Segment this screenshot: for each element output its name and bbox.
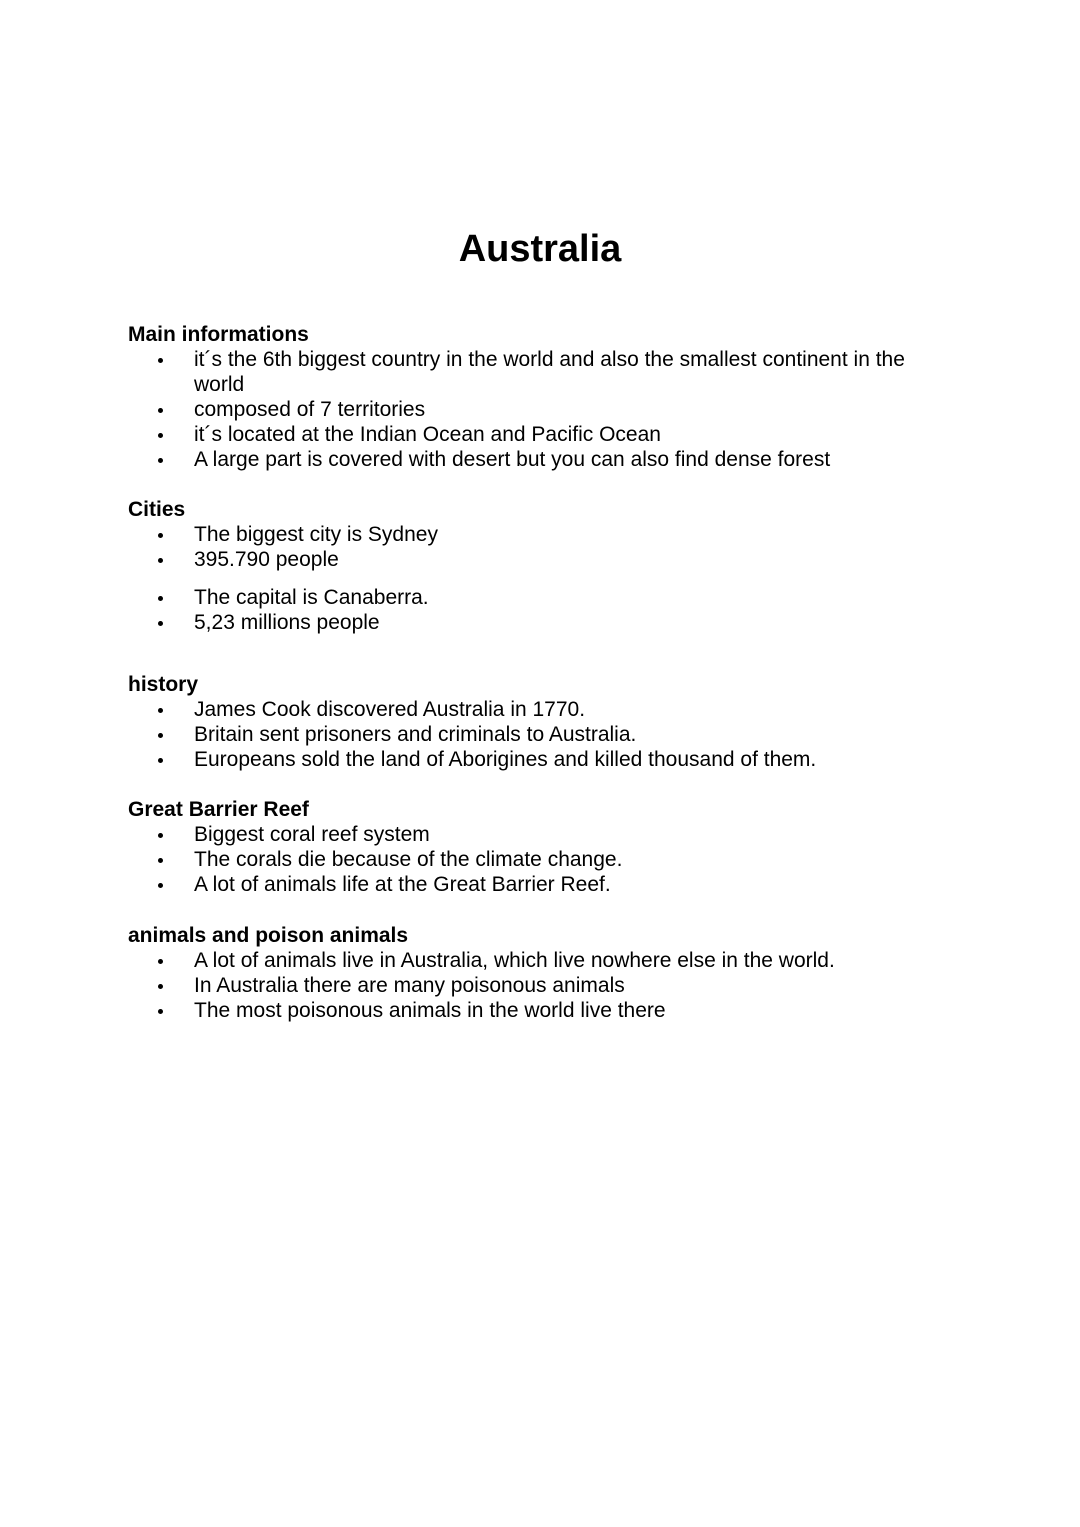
bullet-icon xyxy=(158,621,163,626)
list-item-text: composed of 7 territories xyxy=(194,398,426,421)
bullet-icon xyxy=(158,858,163,863)
section-heading-great-barrier-reef: Great Barrier Reef xyxy=(128,798,309,821)
section-animals xyxy=(128,923,988,1023)
list-item-text: A lot of animals life at the Great Barrier Reef. xyxy=(194,873,611,896)
bullet-icon xyxy=(158,1009,163,1014)
list-item xyxy=(128,422,944,447)
bullet-icon xyxy=(158,558,163,563)
list-item-text: The most poisonous animals in the world live there xyxy=(194,999,666,1022)
section-cities xyxy=(128,497,988,635)
list-item-text: The capital is Canaberra. xyxy=(194,586,429,609)
list-item-text: 395.790 people xyxy=(194,548,339,571)
bullet-list-cities-sydney xyxy=(128,522,988,572)
bullet-icon xyxy=(158,984,163,989)
list-item xyxy=(128,747,944,772)
list-item-text: 5,23 millions people xyxy=(194,611,380,634)
list-item xyxy=(128,722,944,747)
bullet-icon xyxy=(158,959,163,964)
section-heading-main-informations: Main informations xyxy=(128,323,309,346)
list-item xyxy=(128,697,944,722)
list-item-text: In Australia there are many poisonous animals xyxy=(194,974,625,997)
list-item xyxy=(128,347,944,397)
list-item-text: it´s located at the Indian Ocean and Pacific Ocean xyxy=(194,423,661,446)
list-item xyxy=(128,547,944,572)
list-item-text: Europeans sold the land of Aborigines and killed thousand of them. xyxy=(194,748,817,771)
list-item xyxy=(128,822,944,847)
bullet-list-history xyxy=(128,697,988,772)
bullet-list-main-informations xyxy=(128,347,988,472)
list-item xyxy=(128,447,944,472)
list-item xyxy=(128,973,944,998)
section-great-barrier-reef xyxy=(128,797,988,897)
section-heading-cities: Cities xyxy=(128,498,186,521)
spacer xyxy=(128,572,988,585)
bullet-list-great-barrier-reef xyxy=(128,822,988,897)
list-item xyxy=(128,585,944,610)
list-item xyxy=(128,610,944,635)
bullet-icon xyxy=(158,883,163,888)
bullet-icon xyxy=(158,408,163,413)
list-item-text: A large part is covered with desert but you can also find dense forest xyxy=(194,448,831,471)
bullet-icon xyxy=(158,358,163,363)
list-item-text: James Cook discovered Australia in 1770. xyxy=(194,698,586,721)
bullet-list-animals xyxy=(128,948,988,1023)
section-heading-history: history xyxy=(128,673,199,696)
bullet-icon xyxy=(158,833,163,838)
list-item xyxy=(128,397,944,422)
list-item-text: it´s the 6th biggest country in the world and also the smallest continent in the world xyxy=(194,348,905,396)
list-item xyxy=(128,872,944,897)
bullet-icon xyxy=(158,596,163,601)
page-title: Australia xyxy=(458,228,622,270)
list-item xyxy=(128,522,944,547)
bullet-icon xyxy=(158,758,163,763)
list-item-text: The corals die because of the climate change. xyxy=(194,848,623,871)
section-heading-animals: animals and poison animals xyxy=(128,924,409,947)
bullet-list-cities-capital xyxy=(128,585,988,635)
list-item-text: The biggest city is Sydney xyxy=(194,523,438,546)
bullet-icon xyxy=(158,433,163,438)
list-item xyxy=(128,948,944,973)
list-item-text: Biggest coral reef system xyxy=(194,823,430,846)
bullet-icon xyxy=(158,533,163,538)
bullet-icon xyxy=(158,708,163,713)
list-item xyxy=(128,998,944,1023)
section-main-informations xyxy=(128,322,988,472)
section-history xyxy=(128,672,988,772)
list-item-text: A lot of animals live in Australia, which live nowhere else in the world. xyxy=(194,949,835,972)
bullet-icon xyxy=(158,458,163,463)
list-item xyxy=(128,847,944,872)
list-item-text: Britain sent prisoners and criminals to Australia. xyxy=(194,723,637,746)
bullet-icon xyxy=(158,733,163,738)
